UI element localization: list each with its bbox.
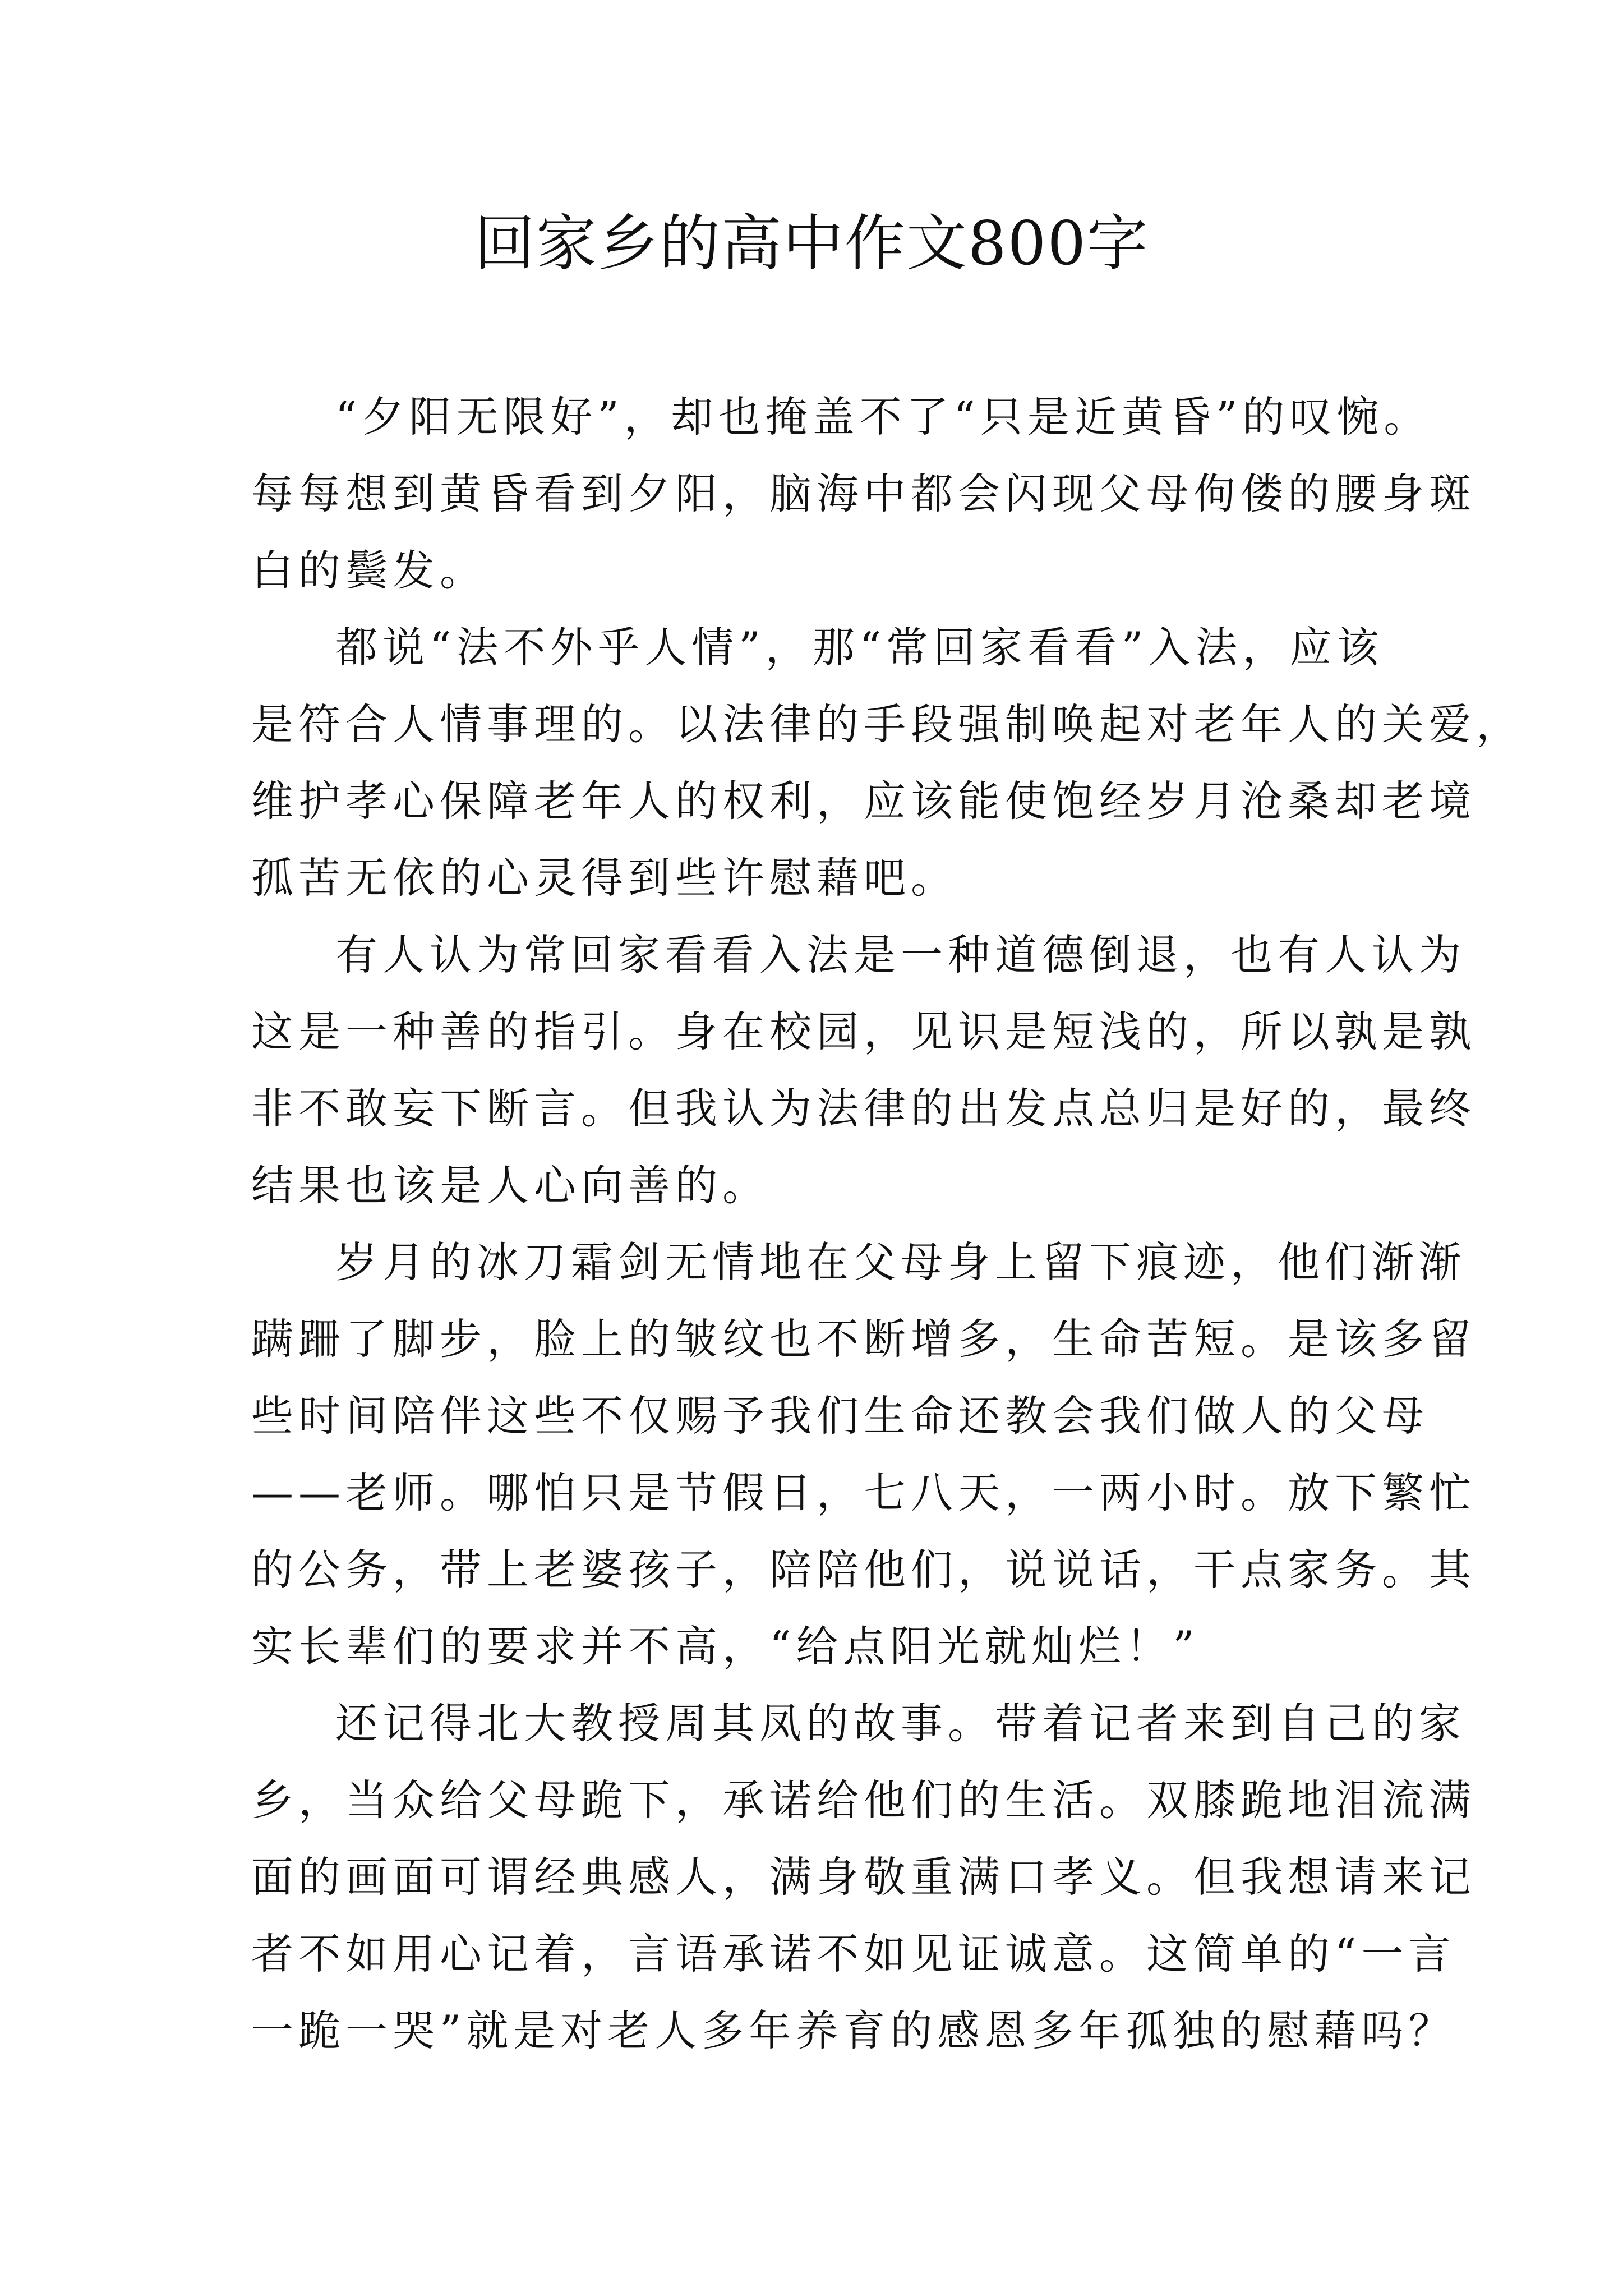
paragraph-2: [251, 609, 1524, 917]
text-line: 乡，当众给父母跪下，承诺给他们的生活。双膝跪地泪流满: [251, 1775, 1477, 1825]
text-line: 是符合人情事理的。以法律的手段强制唤起对老年人的关爱，: [251, 700, 1524, 749]
text-line: 非不敢妄下断言。但我认为法律的出发点总归是好的，最终: [251, 1084, 1477, 1133]
text-line: 岁月的冰刀霜剑无情地在父母身上留下痕迹，他们渐渐: [335, 1237, 1467, 1287]
document-body: [251, 379, 1524, 2069]
text-line: 蹒跚了脚步，脸上的皱纹也不断增多，生命苦短。是该多留: [251, 1314, 1477, 1364]
text-line: 些时间陪伴这些不仅赐予我们生命还教会我们做人的父母: [251, 1391, 1430, 1441]
text-line: 实长辈们的要求并不高，“给点阳光就灿烂！”: [251, 1622, 1200, 1671]
text-line: 一跪一哭”就是对老人多年养育的感恩多年孤独的慰藉吗？: [251, 2006, 1456, 2055]
text-line: “夕阳无限好”，却也掩盖不了“只是近黄昏”的叹惋。: [335, 392, 1431, 441]
text-line: 维护孝心保障老年人的权利，应该能使饱经岁月沧桑却老境: [251, 776, 1477, 826]
text-line: 还记得北大教授周其凤的故事。带着记者来到自己的家: [335, 1699, 1467, 1748]
text-line: ——老师。哪怕只是节假日，七八天，一两小时。放下繁忙: [251, 1468, 1477, 1517]
paragraph-5: [251, 1685, 1477, 2069]
text-line: 每每想到黄昏看到夕阳，脑海中都会闪现父母佝偻的腰身斑: [251, 469, 1477, 518]
text-line: 的公务，带上老婆孩子，陪陪他们，说说话，干点家务。其: [251, 1545, 1477, 1594]
text-line: 都说“法不外乎人情”，那“常回家看看”入法，应该: [335, 623, 1384, 672]
text-line: 白的鬓发。: [251, 546, 487, 595]
text-line: 者不如用心记着，言语承诺不如见证诚意。这简单的“一言: [251, 1929, 1456, 1978]
text-line: 面的画面可谓经典感人，满身敬重满口孝义。但我想请来记: [251, 1852, 1477, 1902]
document-title: 回家乡的高中作文800字: [474, 209, 1149, 279]
text-line: 结果也该是人心向善的。: [251, 1161, 770, 1210]
paragraph-4: [251, 1224, 1477, 1685]
text-line: 有人认为常回家看看入法是一种道德倒退，也有人认为: [335, 930, 1467, 979]
paragraph-1: [251, 379, 1477, 609]
text-line: 这是一种善的指引。身在校园，见识是短浅的，所以孰是孰: [251, 1007, 1477, 1056]
paragraph-3: [251, 917, 1477, 1224]
text-line: 孤苦无依的心灵得到些许慰藉吧。: [251, 853, 958, 903]
